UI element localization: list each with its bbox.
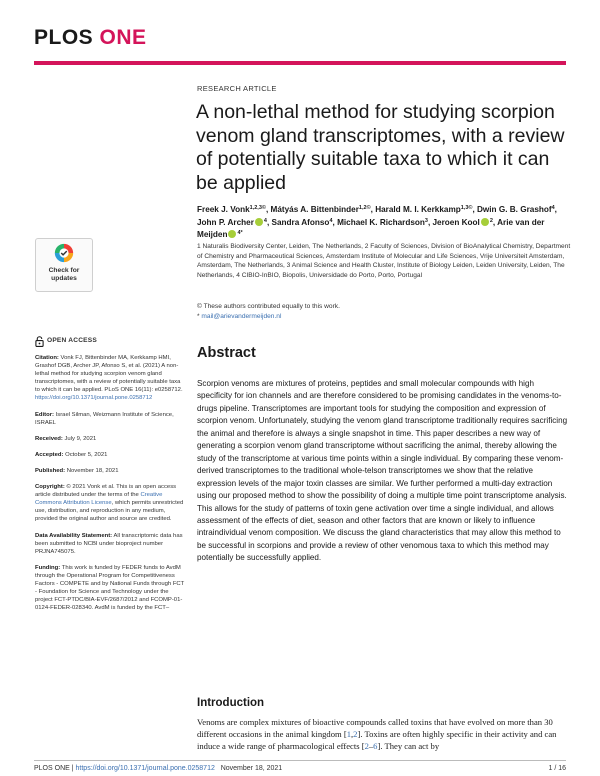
- author-list: Freek J. Vonk$^{1,2,3©}$, Mátyás A. Bittenbinder$^{1,2©}$, Harald M. I. Kerkkamp$^{1,3©}$, Dwin G. B. Grashof$^4$, John P. Archer $^4$, Sandra Afonso$^4$, Michael K. Richardson$^3$, Jeroen Kool $^2$, Arie van der Meijden $^{4*}$: [197, 205, 557, 239]
- abstract-heading: Abstract: [197, 345, 256, 361]
- article-type: RESEARCH ARTICLE: [197, 84, 277, 93]
- author-affiliation-mark: 4: [329, 217, 333, 224]
- editor-text: Israel Silman, Weizmann Institute of Science, ISRAEL: [35, 411, 174, 426]
- intro-text: ]. They can act by: [377, 741, 440, 752]
- received-label: Received:: [35, 435, 63, 442]
- check-updates-icon: [53, 242, 75, 264]
- editor-block: [35, 411, 185, 427]
- orcid-icon[interactable]: [481, 218, 489, 226]
- received-date: July 9, 2021: [64, 435, 97, 442]
- author-affiliation-mark: 1,2,3©: [249, 205, 266, 211]
- intro-text: ,: [351, 729, 354, 740]
- open-access-label: [35, 336, 185, 347]
- author-affiliation-mark: 4*: [237, 230, 243, 236]
- journal-logo-plos: PLOS: [34, 26, 94, 49]
- journal-logo[interactable]: [34, 26, 147, 50]
- author-name: Jeroen Kool: [432, 217, 480, 227]
- header-rule: [34, 61, 566, 65]
- intro-text: ]. Toxins are often highly specific in their activity and can induce a wide range of pharmacological effects [: [197, 729, 557, 752]
- author-affiliation-mark: 4: [263, 217, 267, 224]
- published-label: Published:: [35, 467, 66, 474]
- journal-logo-one: ONE: [99, 26, 147, 49]
- footer-date: November 18, 2021: [220, 765, 283, 772]
- check-updates-line2: updates: [51, 274, 77, 282]
- footer-rule: [34, 760, 566, 761]
- data-availability-block: [35, 532, 185, 556]
- orcid-icon[interactable]: [255, 218, 263, 226]
- reference-link[interactable]: 2: [353, 729, 358, 740]
- footer-journal: PLOS ONE: [34, 765, 70, 772]
- intro-text: Venoms are complex mixtures of bioactive compounds called toxins that have evolved on more than 30 different occasions in the animal kingdom [: [197, 717, 553, 740]
- author-name: Michael K. Richardson: [337, 217, 425, 227]
- citation-doi-link[interactable]: https://doi.org/10.1371/journal.pone.0258712: [35, 395, 153, 402]
- orcid-icon[interactable]: [228, 230, 236, 238]
- abstract-text: Scorpion venoms are mixtures of proteins, peptides and small molecular compounds with high specificity for ion channels and are therefore considered to be promising candidates in the venoms-to-drugs pipeline. Transcriptomes are important tools for studying the composition and expression of scorpion venom. Unfortunately, studying the venom gland transcriptome traditionally requires sacrificing the animal and therefore is always a single snapshot in time. This paper describes a new way of generating a scorpion venom gland transcriptome without sacrificing the animal, thereby allowing the study of the transcriptome at various time points within a single individual. By comparing these venom-derived transcriptomes to the traditional whole-telson transcriptomes we show that the relative expression levels of the major toxin classes are similar. We further performed a multi-day extraction using our proposed method to show the possibility of doing a multiple time point transcriptome analysis. This allows for the study of patterns of toxin gene activation over time a single individual, and allows assessment of the effects of diet, season and other factors that are known or likely to influence intraindividual venom composition. We discuss the gland characteristics that may allow this method to be successful in scorpions and provide a review of other venomous taxa to which this method may potentially be successfully applied.: [197, 379, 568, 563]
- footer-separator: |: [69, 765, 76, 772]
- funding-text: This work is funded by FEDER funds to AvdM through the Operational Program for Competitiveness Factors - COMPETE and by National Funds through FCT - Foundation for Science and Technology under the project FCT-PTDC/BIA-EVF/2687/2012 and FCOMP-01-0124-FEDER-028340. AvdM is funded by the FCT–: [35, 564, 185, 612]
- footer-doi-link[interactable]: https://doi.org/10.1371/journal.pone.0258712: [75, 765, 215, 772]
- open-access-lock-icon: [35, 336, 44, 347]
- accepted-date: October 5, 2021: [65, 451, 108, 458]
- published-date: November 18, 2021: [66, 467, 119, 474]
- author-affiliation-mark: 1,2©: [358, 205, 371, 211]
- published-block: [35, 467, 185, 475]
- article-sidebar: [35, 336, 185, 620]
- open-access-text: OPEN ACCESS: [47, 337, 97, 345]
- footer-left: [34, 765, 282, 772]
- check-for-updates-badge[interactable]: [35, 238, 93, 292]
- author-name: Harald M. I. Kerkkamp: [375, 205, 461, 214]
- accepted-label: Accepted:: [35, 451, 64, 458]
- check-updates-line1: Check for: [48, 267, 80, 274]
- article-title: A non-lethal method for studying scorpion venom gland transcriptomes, with a review of potentially suitable taxa to which it can be applied: [196, 101, 565, 194]
- author-affiliation-mark: 3: [424, 217, 428, 224]
- affiliations: 1 Naturalis Biodiversity Center, Leiden, The Netherlands, 2 Faculty of Sciences, Division of BioAnalytical Chemistry, Department of Chemistry and Pharmaceutical Sciences, Amsterdam Institute of Molecular and Life Sciences, Vrije Universiteit Amsterdam, Amsterdam, The Netherlands, 3 Animal Science and Health Cluster, Institute of Biology Leiden, Leiden University, Leiden, The Netherlands, 4 CIBIO-InBIO, Biopolis, Universidade do Porto, Porto, Portugal: [197, 243, 571, 279]
- accepted-block: [35, 451, 185, 459]
- editor-label: Editor:: [35, 411, 54, 418]
- introduction-heading: Introduction: [197, 697, 265, 709]
- funding-block: [35, 564, 185, 613]
- copyright-label: Copyright:: [35, 484, 65, 491]
- funding-label: Funding:: [35, 564, 61, 571]
- author-affiliation-mark: 1,3©: [460, 205, 473, 211]
- author-name: Freek J. Vonk: [197, 205, 250, 214]
- data-availability-label: Data Availability Statement:: [35, 532, 113, 539]
- copyright-block: [35, 483, 185, 523]
- introduction-paragraph: [197, 716, 573, 753]
- author-name: Sandra Afonso: [271, 217, 330, 227]
- author-name: Arie van der Meijden: [197, 217, 545, 239]
- author-name: Mátyás A. Bittenbinder: [270, 205, 359, 214]
- reference-link[interactable]: 1: [346, 729, 352, 740]
- author-affiliation-mark: 2: [489, 217, 493, 224]
- intro-text: –: [368, 741, 374, 752]
- copyright-text-cont: , which permits unrestricted use, distribution, and reproduction in any medium, provided the original author and source are credited.: [35, 500, 184, 523]
- license-link[interactable]: Creative Commons Attribution License: [35, 492, 163, 507]
- data-availability-text: All transcriptomic data has been submitted to NCBI under bioproject number PRJNA745075.: [35, 532, 183, 555]
- equal-contribution-note: © These authors contributed equally to this work.: [197, 303, 340, 310]
- reference-link[interactable]: 6: [373, 741, 378, 752]
- page-number: 1 / 16: [548, 765, 566, 772]
- author-affiliation-mark: 4: [551, 205, 555, 211]
- citation-label: Citation:: [35, 355, 59, 361]
- copyright-text: © 2021 Vonk et al. This is an open access article distributed under the terms of the: [35, 484, 177, 499]
- citation-block: [35, 354, 185, 403]
- received-block: [35, 435, 185, 443]
- reference-link[interactable]: 2: [364, 741, 369, 752]
- email-link[interactable]: mail@arievandermeijden.nl: [201, 313, 282, 320]
- citation-text: Vonk FJ, Bittenbinder MA, Kerkkamp HMI, Grashof DGB, Archer JP, Afonso S, et al. (2021) A non-lethal method for studying scorpion venom gland transcriptomes, with a review of potentially suitable taxa to which it can be applied. PLoS ONE 16(11): e0258712.: [35, 355, 183, 394]
- correspondence-mark: *: [197, 313, 200, 320]
- author-name: Dwin G. B. Grashof: [477, 205, 552, 214]
- author-name: John P. Archer: [197, 217, 254, 227]
- correspondence: [197, 313, 281, 320]
- check-updates-label: [49, 267, 80, 282]
